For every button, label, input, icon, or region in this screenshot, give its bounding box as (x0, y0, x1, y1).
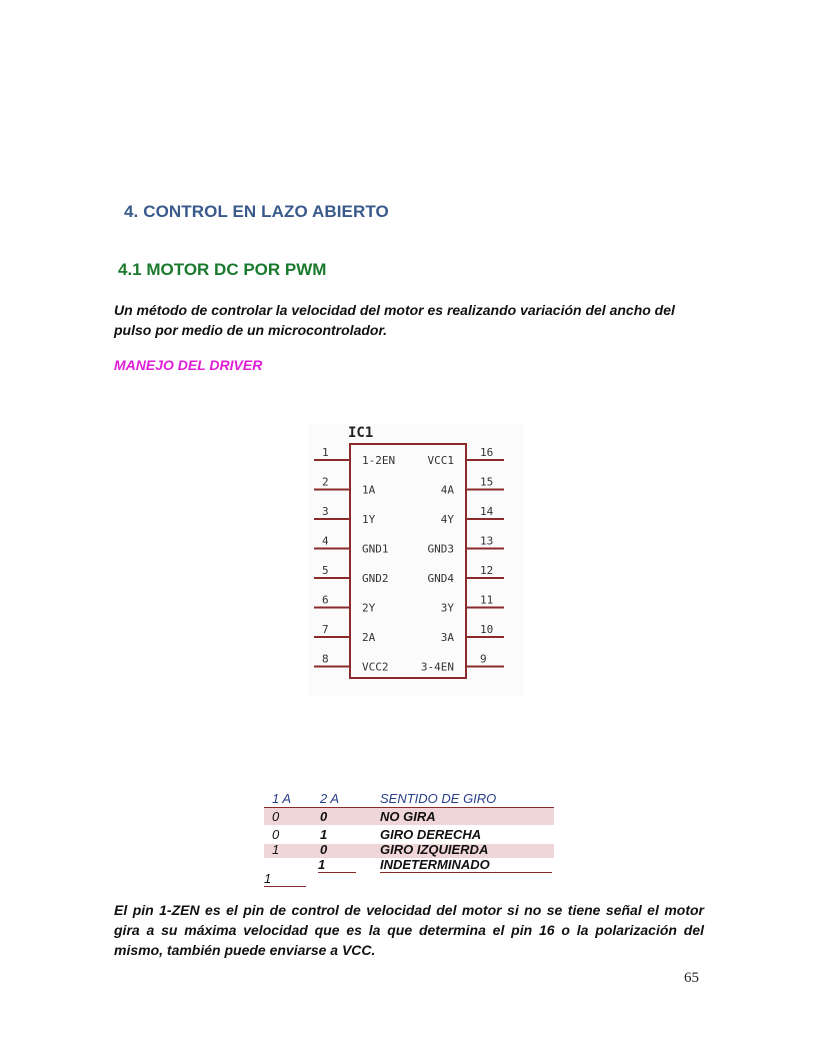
pin-name: 2A (362, 631, 376, 644)
pin-name: VCC2 (362, 660, 389, 674)
header-direction: SENTIDO DE GIRO (380, 791, 497, 806)
pin-number: 13 (480, 534, 494, 548)
pin-name: 3-4EN (420, 660, 454, 674)
ic-label: IC1 (348, 425, 374, 441)
table-row: 1 1 INDETERMINADO (264, 857, 554, 887)
pin-name: 4A (440, 483, 454, 497)
pin-name: 3A (440, 631, 454, 644)
table-row: 0 0 NO GIRA (264, 808, 554, 825)
pin-number: 10 (480, 623, 494, 636)
outro-paragraph: El pin 1-ZEN es el pin de control de velocidad del motor si no se tiene señal el motor gira a su máxima velocidad que es la que determina el pin 16 o la polarización del mismo, también puede enviarse a VCC. (114, 902, 704, 958)
pin-name: 3Y (440, 601, 454, 615)
pin-number: 7 (322, 623, 329, 636)
ic-diagram (308, 424, 524, 696)
pin-number: 11 (480, 593, 494, 607)
page-number: 65 (684, 970, 699, 986)
table-row: 1 0 GIRO IZQUIERDA (264, 844, 554, 858)
pin-name: 4Y (440, 513, 454, 526)
pin-name: GND4 (427, 572, 454, 585)
pin-name: 1Y (362, 513, 376, 526)
section-heading: 4. CONTROL EN LAZO ABIERTO (124, 202, 389, 221)
pin-number: 5 (322, 564, 329, 577)
pin-number: 8 (322, 652, 329, 666)
pin-number: 9 (480, 652, 487, 666)
pin-name: VCC1 (427, 454, 454, 467)
truth-table (264, 790, 554, 890)
driver-heading: MANEJO DEL DRIVER (114, 357, 263, 373)
table-header-row (264, 790, 554, 808)
pin-number: 1 (322, 446, 329, 459)
intro-paragraph: Un método de controlar la velocidad del motor es realizando variación del ancho del pulso por medio de un microcontrolador. (114, 302, 675, 338)
right-pins (421, 446, 504, 674)
pin-number: 15 (480, 475, 494, 489)
pin-name: 2Y (362, 601, 376, 615)
pin-name: 1-2EN (362, 454, 396, 467)
pin-number: 4 (322, 534, 329, 548)
pin-number: 14 (480, 505, 494, 518)
pin-number: 3 (322, 505, 329, 518)
table-row: 0 1 GIRO DERECHA (272, 827, 482, 842)
pin-name: GND2 (362, 572, 389, 585)
pin-name: GND3 (427, 542, 454, 556)
pin-number: 2 (322, 475, 329, 489)
header-2a: 2 A (320, 791, 340, 806)
left-pins (314, 446, 395, 674)
pin-number: 6 (322, 593, 329, 607)
pin-number: 16 (480, 446, 494, 459)
pin-name: 1A (362, 483, 376, 497)
pin-number: 12 (480, 564, 494, 577)
subsection-heading: 4.1 MOTOR DC POR PWM (118, 260, 327, 279)
pin-name: GND1 (362, 542, 389, 556)
header-1a: 1 A (272, 791, 292, 806)
